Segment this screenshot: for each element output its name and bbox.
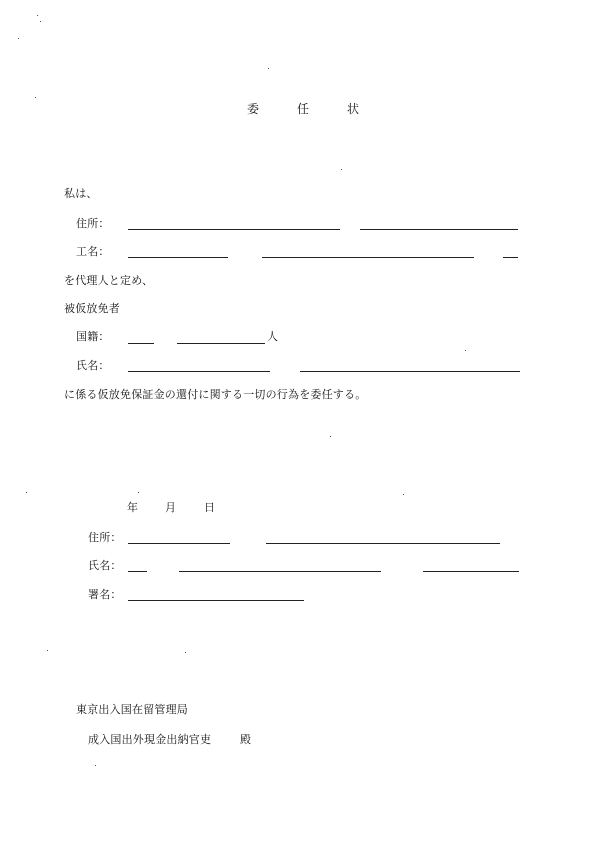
agent-address-line-2 — [360, 229, 518, 230]
principal-address-line — [128, 543, 230, 544]
office-name: 東京出入国在留管理局 — [76, 703, 188, 716]
addressee: 成入国出外現金出納官吏 — [88, 733, 212, 746]
scan-speck — [37, 15, 38, 16]
principal-name-line-2 — [179, 571, 381, 572]
principal-name-label: 氏名： — [88, 559, 122, 572]
scan-speck — [185, 652, 186, 653]
principal-address-label: 住所： — [88, 531, 122, 544]
scan-speck — [138, 492, 139, 493]
date-day: 日 — [204, 501, 216, 514]
subject-heading: 被仮放免者 — [64, 302, 120, 315]
designate-text: を代理人と定め、 — [64, 274, 154, 287]
intro-text: 私は、 — [64, 187, 98, 200]
title-char-3: 状 — [347, 102, 360, 116]
honorific: 殿 — [240, 733, 252, 746]
agent-name-line-2 — [262, 257, 474, 258]
scan-speck — [26, 492, 27, 493]
scan-speck — [35, 97, 36, 98]
principal-address-line-2 — [266, 543, 500, 544]
scan-speck — [465, 350, 466, 351]
date-year: 年 — [127, 501, 139, 514]
scan-speck — [403, 494, 404, 495]
nationality-label: 国籍： — [76, 330, 110, 343]
agent-name-line-3 — [503, 257, 518, 258]
scan-speck — [47, 650, 48, 651]
nationality-line-2 — [177, 343, 265, 344]
nationality-line — [128, 343, 154, 344]
principal-name-line — [128, 571, 147, 572]
agent-name-line — [128, 257, 228, 258]
principal-signature-line — [128, 600, 304, 601]
scan-speck — [18, 38, 19, 39]
principal-name-line-3 — [423, 571, 519, 572]
title-char-2: 任 — [297, 102, 310, 116]
agent-name-label: 工名： — [76, 245, 110, 258]
scan-speck — [268, 68, 269, 69]
date-month: 月 — [165, 501, 177, 514]
subject-name-label: 氏名： — [76, 359, 110, 372]
agent-address-label: 住所： — [76, 217, 110, 230]
nationality-suffix: 人 — [267, 330, 279, 343]
delegation-text: に係る仮放免保証金の還付に関する一切の行為を委任する。 — [64, 388, 367, 401]
principal-signature-label: 署名： — [88, 588, 122, 601]
subject-name-line — [128, 371, 270, 372]
agent-address-line — [128, 229, 340, 230]
title-char-1: 委 — [247, 102, 260, 116]
scan-speck — [341, 169, 342, 170]
scan-speck — [40, 21, 41, 22]
subject-name-line-2 — [300, 371, 520, 372]
scan-speck — [95, 765, 96, 766]
scan-speck — [330, 436, 331, 437]
